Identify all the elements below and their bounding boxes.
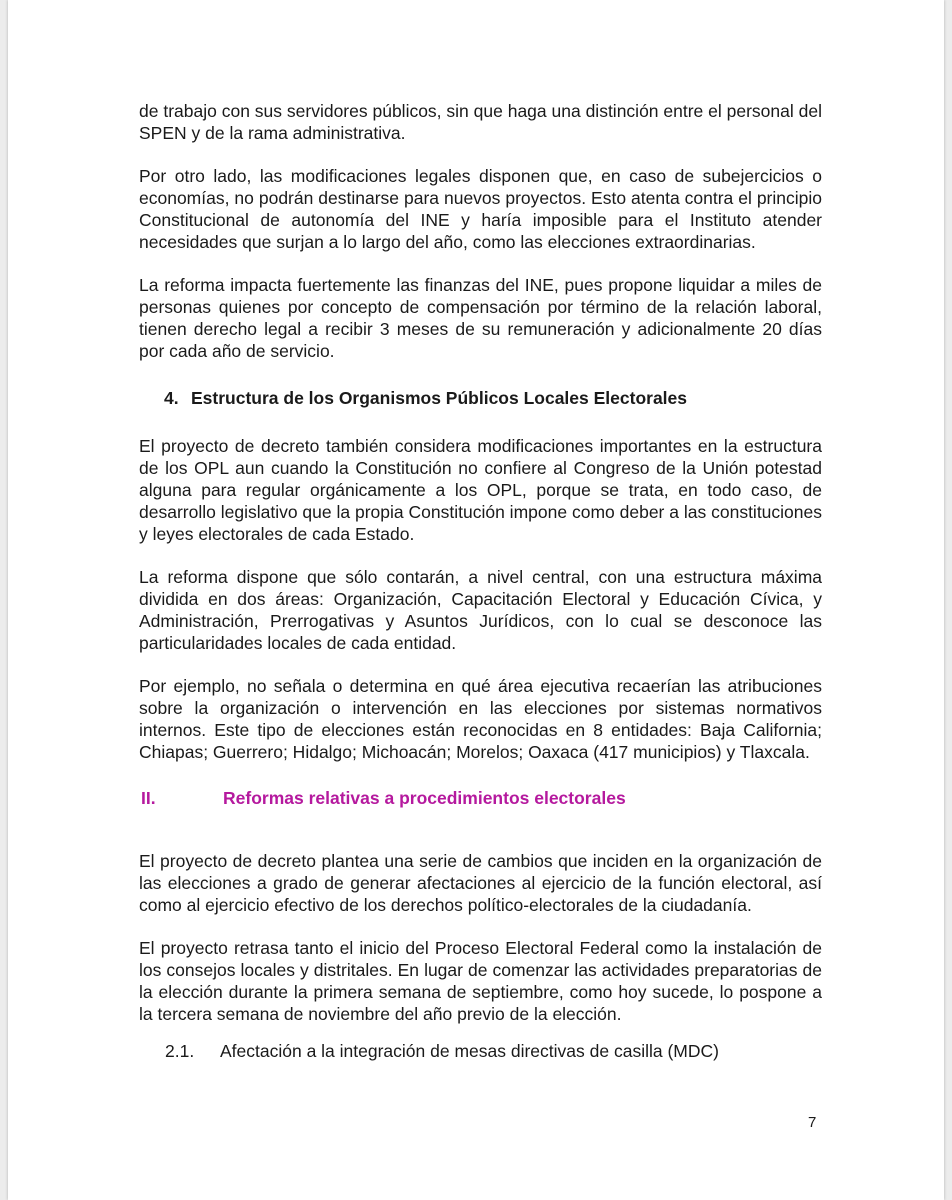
chapter-number: II.: [141, 788, 156, 808]
paragraph: El proyecto de decreto también considera modificaciones importantes en la estructura de los OPL aun cuando la Constitución no confiere al Congreso de la Unión potestad alguna para regular orgánicamente a los OPL, porque se trata, en todo caso, de desarrollo legislativo que la propia Constitución impone como deber a las constituciones y leyes electorales de cada Estado.: [139, 436, 822, 544]
paragraph: El proyecto retrasa tanto el inicio del Proceso Electoral Federal como la instalación de los consejos locales y distritales. En lugar de comenzar las actividades preparatorias de la elección durante la primera semana de septiembre, como hoy sucede, lo pospone a la tercera semana de noviembre del año previo de la elección.: [139, 938, 822, 1024]
paragraph: Por ejemplo, no señala o determina en qué área ejecutiva recaerían las atribuciones sobre la organización o intervención en las elecciones por sistemas normativos internos. Este tipo de elecciones están reconocidas en 8 entidades: Baja California; Chiapas; Guerrero; Hidalgo; Michoacán; Morelos; Oaxaca (417 municipios) y Tlaxcala.: [139, 676, 822, 762]
subsection-heading: [139, 1040, 822, 1062]
paragraph: La reforma dispone que sólo contarán, a nivel central, con una estructura máxima dividida en dos áreas: Organización, Capacitación Electoral y Educación Cívica, y Administración, Prerrogativas y Asuntos Jurídicos, con lo cual se desconoce las particularidades locales de cada entidad.: [139, 567, 822, 653]
document-page: [8, 0, 944, 1200]
section-heading-4: [139, 387, 822, 409]
section-number: 4.: [164, 388, 179, 408]
paragraph: El proyecto de decreto plantea una serie de cambios que inciden en la organización de las elecciones a grado de generar afectaciones al ejercicio de la función electoral, así como al ejercicio efectivo de los derechos político-electorales de la ciudadanía.: [139, 851, 822, 915]
paragraph: La reforma impacta fuertemente las finanzas del INE, pues propone liquidar a miles de personas quienes por concepto de compensación por término de la relación laboral, tienen derecho legal a recibir 3 meses de su remuneración y adicionalmente 20 días por cada año de servicio.: [139, 275, 822, 361]
page-number: 7: [808, 1114, 817, 1131]
subsection-title: Afectación a la integración de mesas directivas de casilla (MDC): [220, 1041, 719, 1061]
paragraph: Por otro lado, las modificaciones legales disponen que, en caso de subejercicios o economías, no podrán destinarse para nuevos proyectos. Esto atenta contra el principio Constitucional de autonomía del INE y haría imposible para el Instituto atender necesidades que surjan a lo largo del año, como las elecciones extraordinarias.: [139, 166, 822, 252]
chapter-title: Reformas relativas a procedimientos electorales: [223, 788, 626, 808]
section-title: Estructura de los Organismos Públicos Locales Electorales: [191, 388, 688, 408]
subsection-number: 2.1.: [165, 1041, 195, 1061]
page-content: [139, 100, 822, 1062]
chapter-heading-II: [139, 787, 822, 809]
paragraph: de trabajo con sus servidores públicos, sin que haga una distinción entre el personal del SPEN y de la rama administrativa.: [139, 101, 822, 143]
